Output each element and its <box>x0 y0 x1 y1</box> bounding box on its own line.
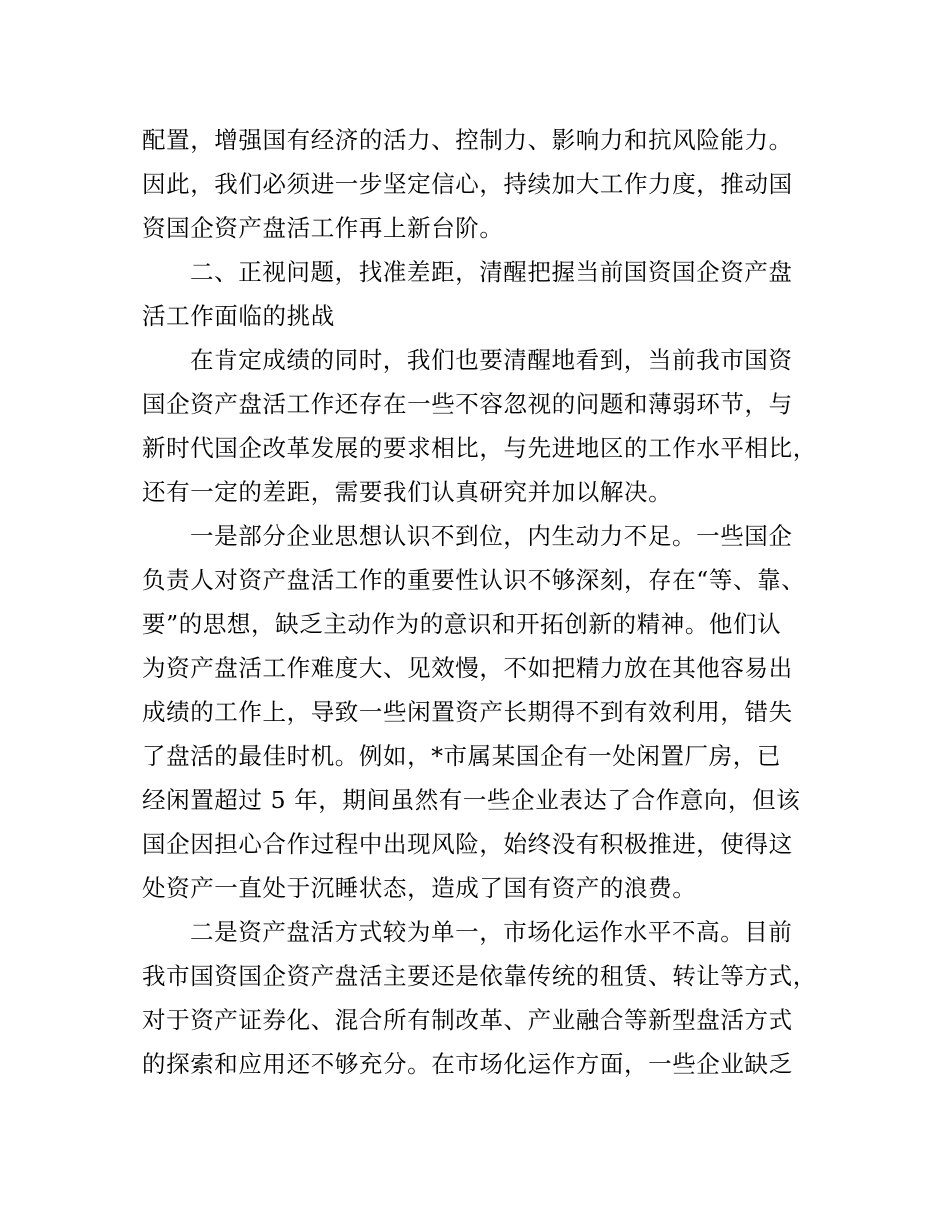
text-line: 了盘活的最佳时机。例如，*市属某国企有一处闲置厂房，已 <box>142 742 781 770</box>
text-line: 处资产一直处于沉睡状态，造成了国有资产的浪费。 <box>142 874 697 902</box>
text-line: 负责人对资产盘活工作的重要性认识不够深刻，存在“等、靠、 <box>142 566 806 594</box>
text-line: 一是部分企业思想认识不到位，内生动力不足。一些国企 <box>190 522 793 550</box>
text-line: 成绩的工作上，导致一些闲置资产长期得不到有效利用，错失 <box>142 698 793 726</box>
document-page <box>142 118 817 1086</box>
text-line: 资国企资产盘活工作再上新台阶。 <box>142 214 504 242</box>
text-line: 经闲置超过 5 年，期间虽然有一些企业表达了合作意向，但该 <box>142 786 801 814</box>
text-line: 因此，我们必须进一步坚定信心，持续加大工作力度，推动国 <box>142 170 793 198</box>
section-heading-line: 活工作面临的挑战 <box>142 302 335 330</box>
text-line: 国企因担心合作过程中出现风险，始终没有积极推进，使得这 <box>142 830 793 858</box>
text-line: 要”的思想，缺乏主动作为的意识和开拓创新的精神。他们认 <box>142 610 782 638</box>
text-line: 还有一定的差距，需要我们认真研究并加以解决。 <box>142 478 673 506</box>
text-line: 的探索和应用还不够充分。在市场化运作方面，一些企业缺乏 <box>142 1050 793 1078</box>
text-line: 在肯定成绩的同时，我们也要清醒地看到，当前我市国资 <box>190 346 793 374</box>
text-line: 二是资产盘活方式较为单一，市场化运作水平不高。目前 <box>190 918 793 946</box>
section-heading-line: 二、正视问题，找准差距，清醒把握当前国资国企资产盘 <box>190 258 793 286</box>
text-line: 新时代国企改革发展的要求相比，与先进地区的工作水平相比， <box>142 434 817 462</box>
text-line: 为资产盘活工作难度大、见效慢，不如把精力放在其他容易出 <box>142 654 793 682</box>
text-line: 配置，增强国有经济的活力、控制力、影响力和抗风险能力。 <box>142 126 793 154</box>
text-line: 我市国资国企资产盘活主要还是依靠传统的租赁、转让等方式， <box>142 962 817 990</box>
text-line: 对于资产证券化、混合所有制改革、产业融合等新型盘活方式 <box>142 1006 793 1034</box>
text-line: 国企资产盘活工作还存在一些不容忽视的问题和薄弱环节，与 <box>142 390 793 418</box>
